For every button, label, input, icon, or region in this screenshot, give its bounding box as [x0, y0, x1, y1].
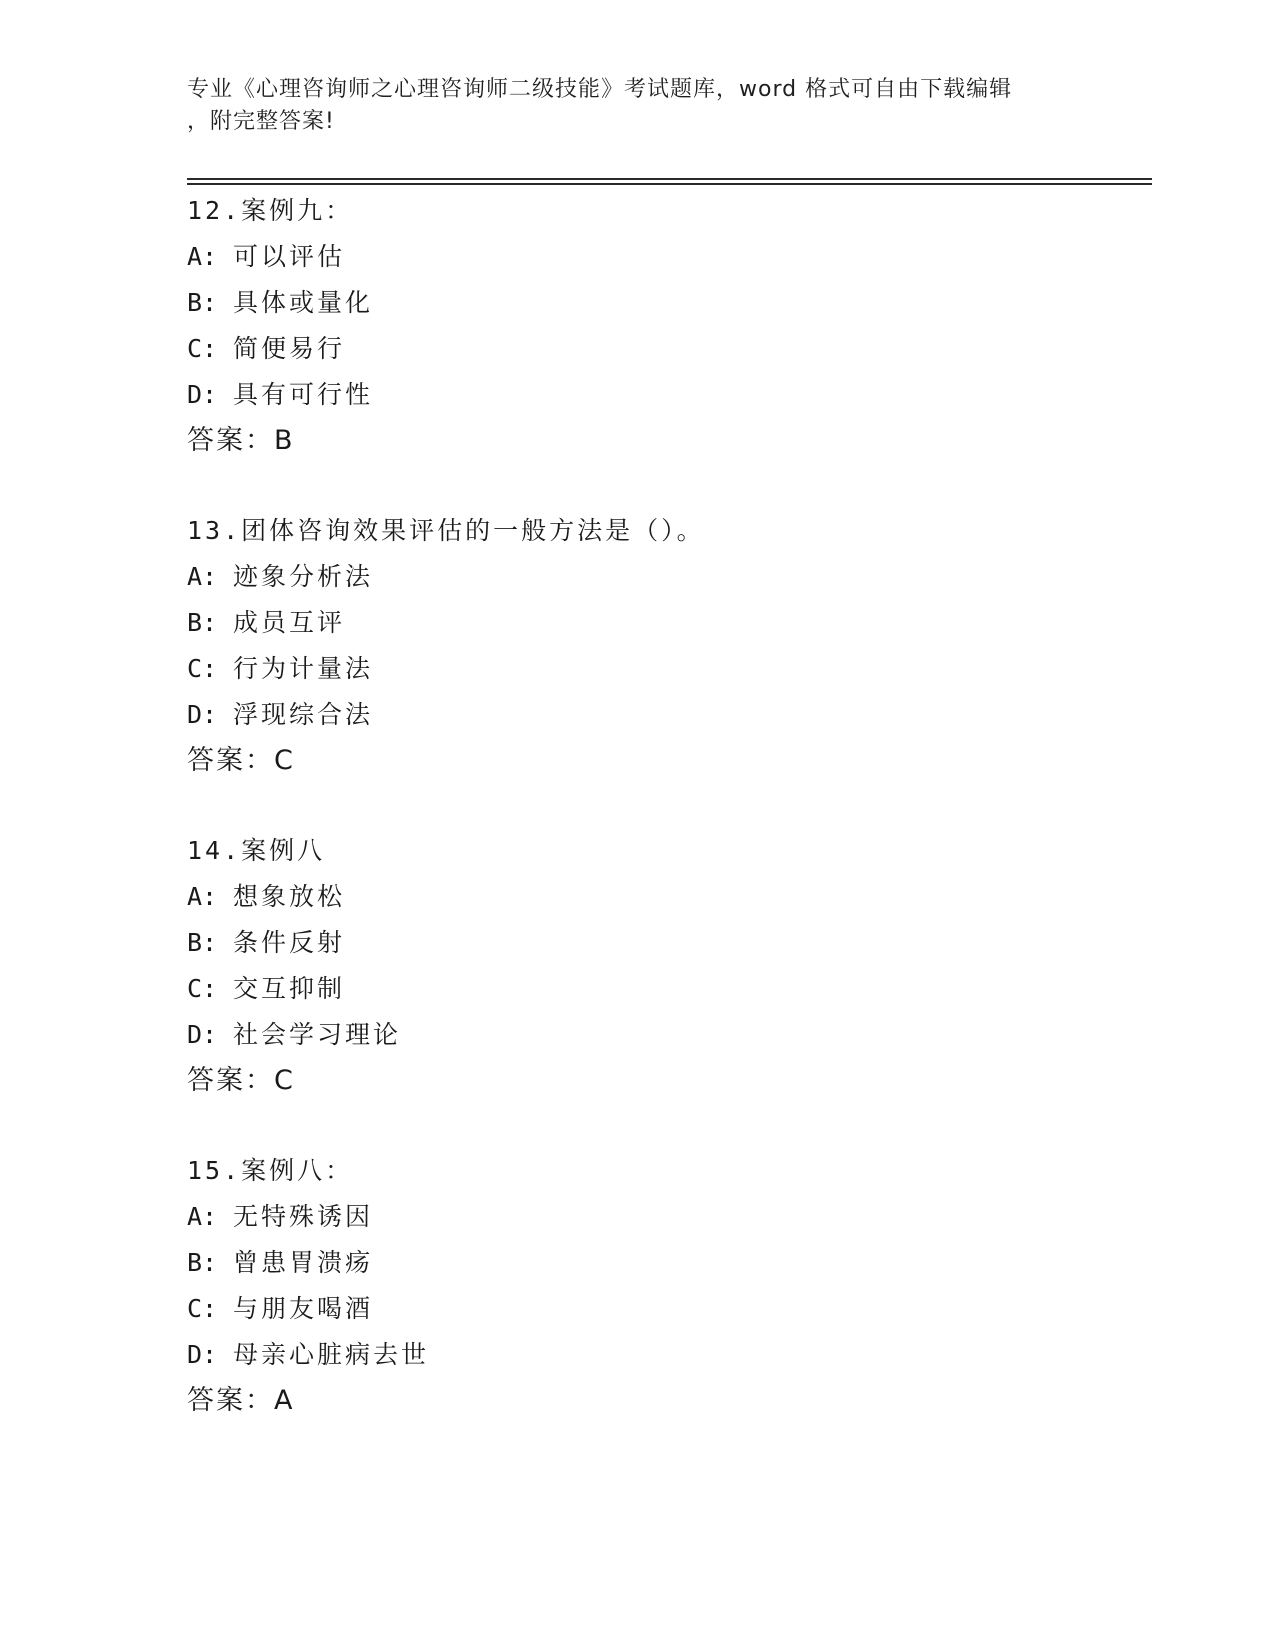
option-key: B: [187, 608, 218, 637]
answer-line: 答案：C [187, 745, 295, 776]
option-key: C: [187, 1294, 218, 1323]
header-divider-top [187, 178, 1152, 180]
option-text: 交互抑制 [233, 974, 346, 1003]
option-key: D: [187, 1340, 218, 1369]
option-key: C: [187, 654, 218, 683]
option-key: C: [187, 334, 218, 363]
question-block [187, 188, 1087, 464]
option-b [187, 1240, 1087, 1286]
option-c [187, 326, 1087, 372]
option-a [187, 554, 1087, 600]
option-text: 成员互评 [233, 608, 346, 637]
option-a [187, 234, 1087, 280]
option-text: 迹象分析法 [233, 562, 374, 591]
option-key: D: [187, 380, 218, 409]
option-key: B: [187, 1248, 218, 1277]
option-b [187, 280, 1087, 326]
option-text: 浮现综合法 [233, 700, 374, 729]
option-key: A: [187, 1202, 218, 1231]
question-block [187, 828, 1087, 1104]
option-a [187, 1194, 1087, 1240]
option-c [187, 966, 1087, 1012]
option-b [187, 600, 1087, 646]
question-stem: 14.案例八 [187, 836, 326, 865]
option-text: 行为计量法 [233, 654, 374, 683]
question-block [187, 508, 1087, 784]
option-key: B: [187, 928, 218, 957]
option-a [187, 874, 1087, 920]
option-d [187, 1332, 1087, 1378]
option-text: 具有可行性 [233, 380, 374, 409]
answer-line: 答案：B [187, 425, 295, 456]
document-header [187, 74, 1087, 138]
option-d [187, 372, 1087, 418]
header-line-2: ，附完整答案! [187, 109, 335, 134]
option-b [187, 920, 1087, 966]
option-key: A: [187, 882, 218, 911]
option-text: 条件反射 [233, 928, 346, 957]
option-text: 简便易行 [233, 334, 346, 363]
question-stem: 13.团体咨询效果评估的一般方法是（）。 [187, 516, 705, 545]
option-c [187, 646, 1087, 692]
option-text: 与朋友喝酒 [233, 1294, 374, 1323]
option-key: D: [187, 1020, 218, 1049]
option-text: 具体或量化 [233, 288, 374, 317]
question-stem: 12.案例九： [187, 196, 354, 225]
option-text: 母亲心脏病去世 [233, 1340, 430, 1369]
option-text: 可以评估 [233, 242, 346, 271]
option-key: D: [187, 700, 218, 729]
option-text: 社会学习理论 [233, 1020, 402, 1049]
option-text: 无特殊诱因 [233, 1202, 374, 1231]
option-d [187, 1012, 1087, 1058]
option-key: B: [187, 288, 218, 317]
option-key: C: [187, 974, 218, 1003]
option-text: 想象放松 [233, 882, 346, 911]
question-stem: 15.案例八： [187, 1156, 354, 1185]
option-text: 曾患胃溃疡 [233, 1248, 374, 1277]
option-key: A: [187, 242, 218, 271]
option-c [187, 1286, 1087, 1332]
option-key: A: [187, 562, 218, 591]
answer-line: 答案：C [187, 1065, 295, 1096]
header-line-1: 专业《心理咨询师之心理咨询师二级技能》考试题库，word 格式可自由下载编辑 [187, 77, 1013, 102]
header-divider-bottom [187, 183, 1152, 185]
option-d [187, 692, 1087, 738]
question-block [187, 1148, 1087, 1424]
answer-line: 答案：A [187, 1385, 295, 1416]
